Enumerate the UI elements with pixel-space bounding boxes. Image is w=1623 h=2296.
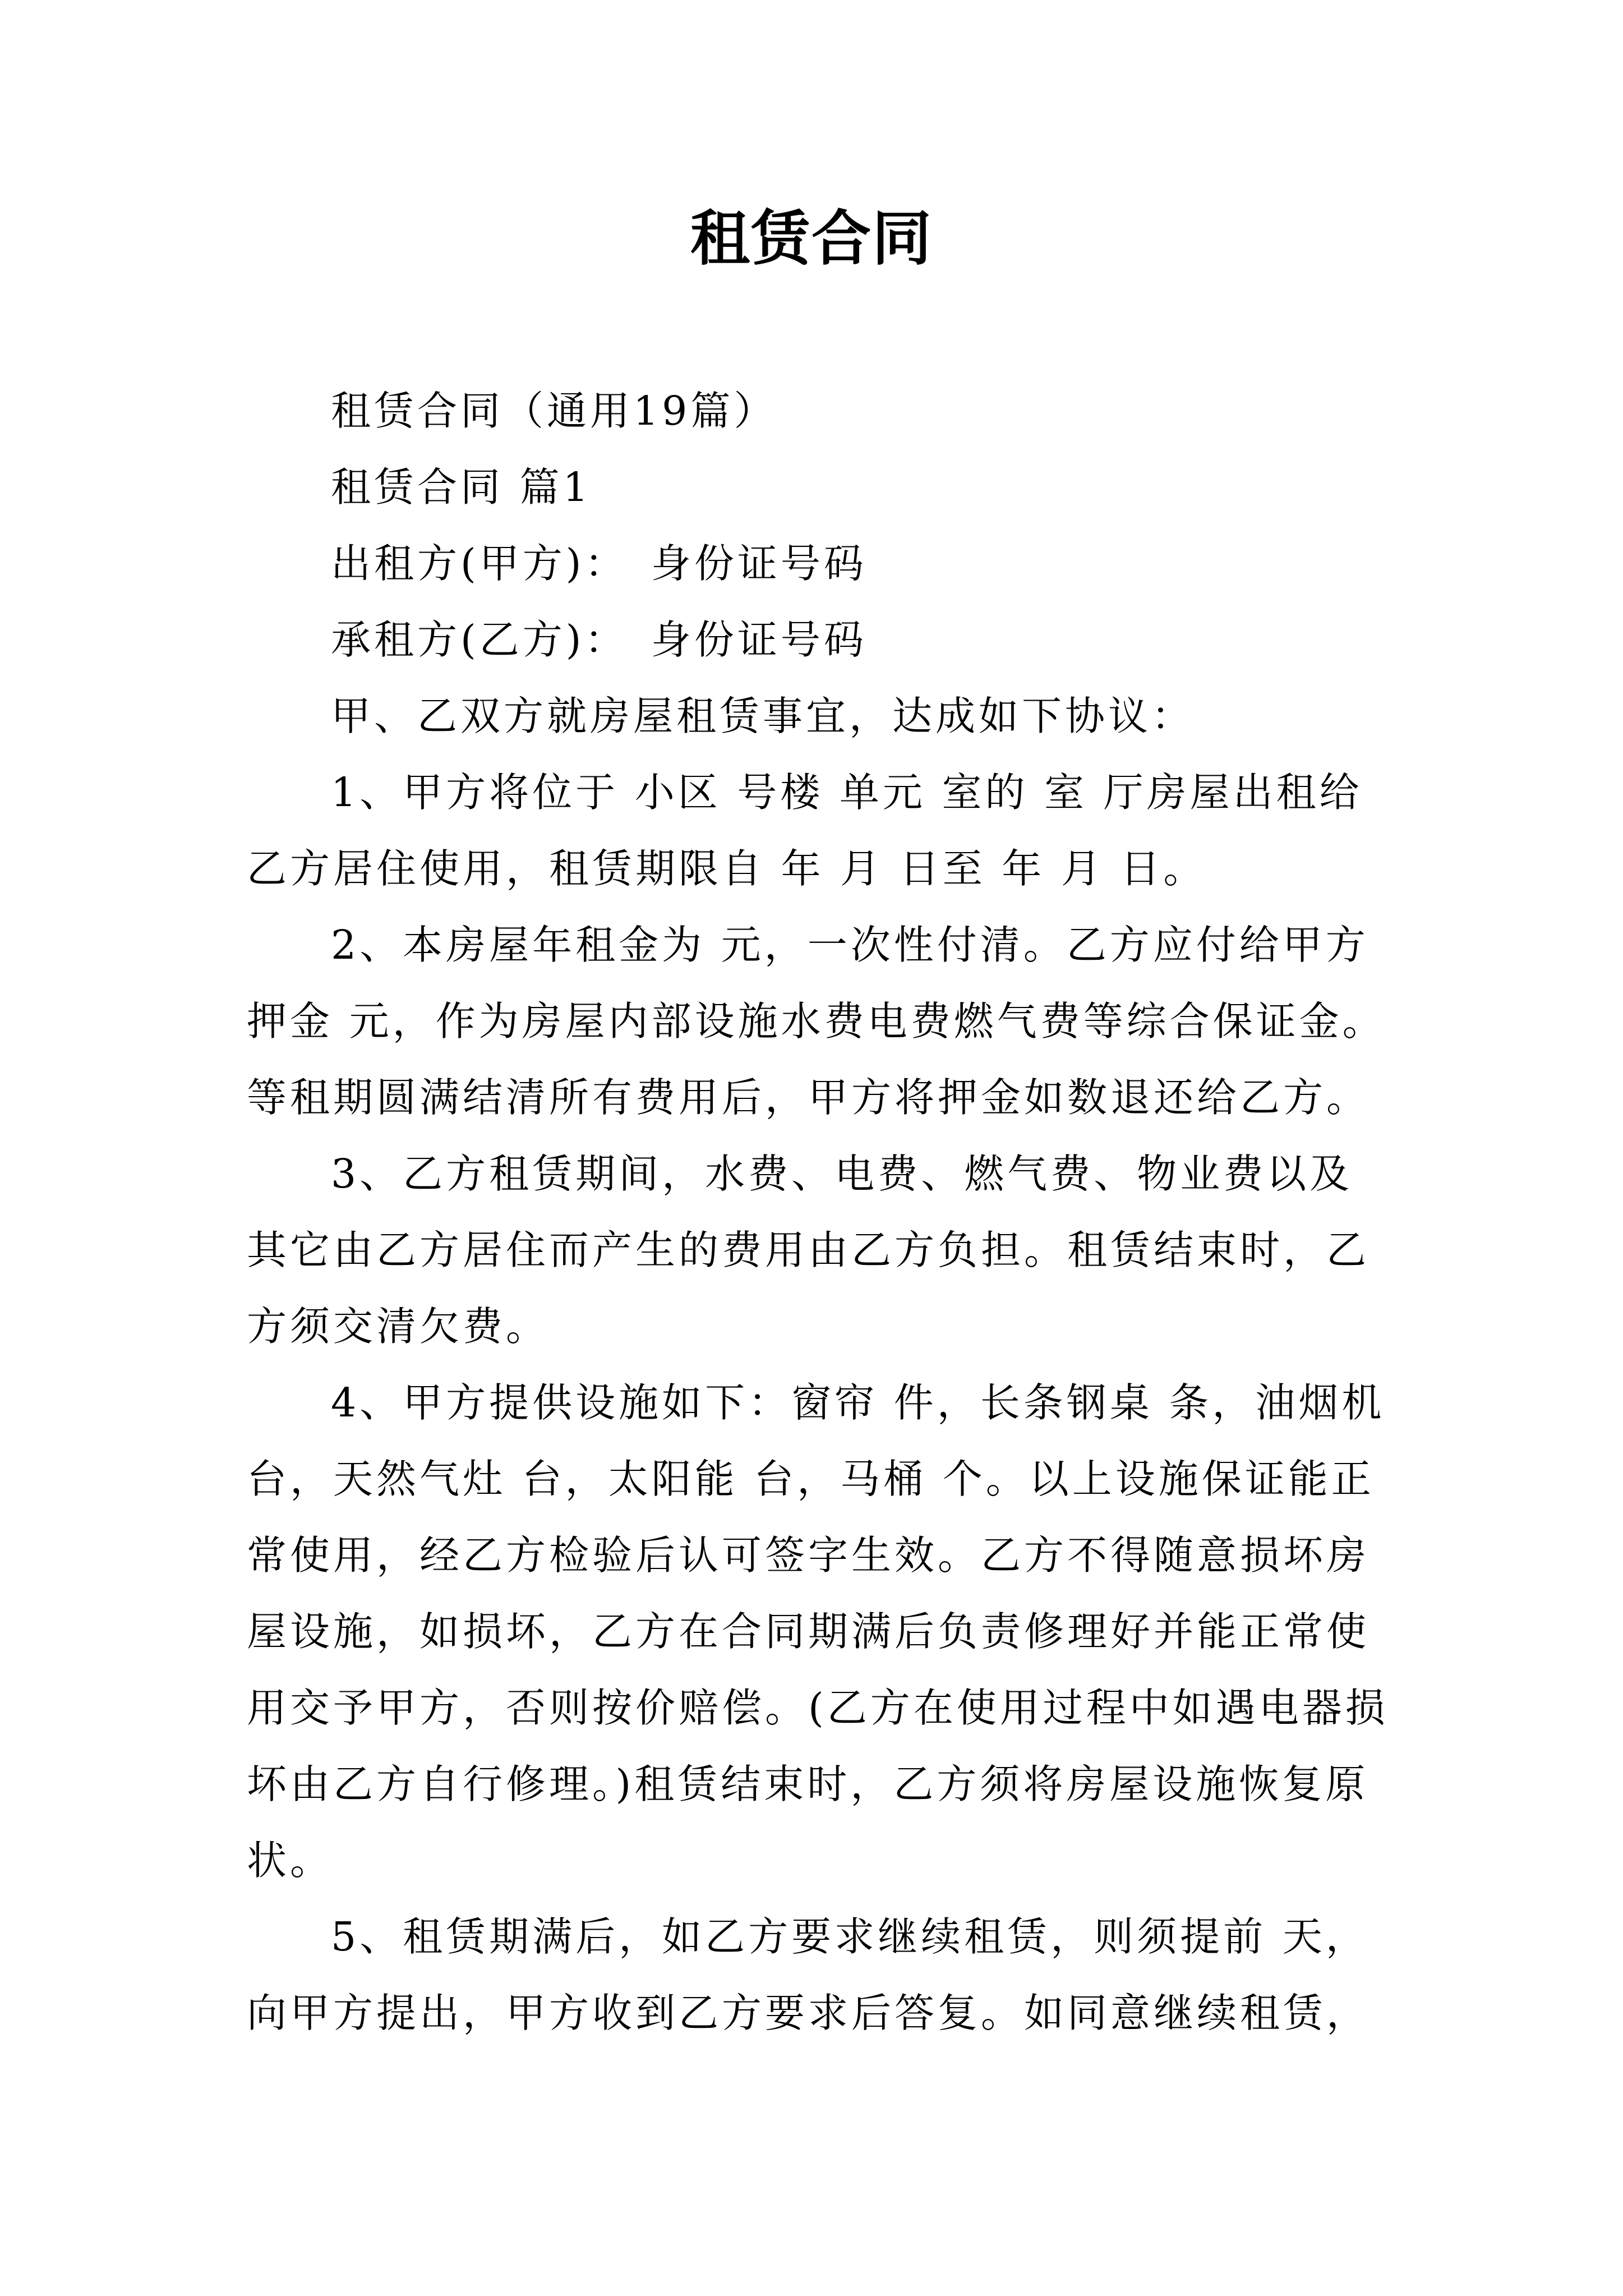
paragraph-clause-4: 4、甲方提供设施如下：窗帘 件，长条钢桌 条，油烟机 台，天然气灶 台，太阳能 台，马桶 个。以上设施保证能正常使用，经乙方检验后认可签字生效。乙方不得随意损坏房屋设施，如损坏，乙方在合同期满后负责修理好并能正常使用交予甲方，否则按价赔偿。(乙方在使用过程中如遇电器损坏由乙方自行修理。)租赁结束时，乙方须将房屋设施恢复原状。 <box>247 1379 1389 1884</box>
paragraph-clause-1: 1、甲方将位于 小区 号楼 单元 室的 室 厅房屋出租给乙方居住使用，租赁期限自 年 月 日至 年 月 日。 <box>247 769 1363 892</box>
paragraph-clause-2: 2、本房屋年租金为 元，一次性付清。乙方应付给甲方押金 元，作为房屋内部设施水费电费燃气费等综合保证金。等租期圆满结清所有费用后，甲方将押金如数退还给乙方。 <box>247 922 1386 1121</box>
paragraph-clause-5: 5、租赁期满后，如乙方要求继续租赁，则须提前 天，向甲方提出，甲方收到乙方要求后答复。如同意继续租赁， <box>247 1913 1370 2036</box>
paragraph-subtitle: 租赁合同（通用19篇） <box>331 388 777 434</box>
document-body <box>247 373 1391 2051</box>
paragraph-clause-3: 3、乙方租赁期间，水费、电费、燃气费、物业费以及其它由乙方居住而产生的费用由乙方负担。租赁结束时，乙方须交清欠费。 <box>247 1151 1370 1350</box>
paragraph-lessor: 出租方(甲方)： 身份证号码 <box>331 540 867 587</box>
document-title: 租赁合同 <box>690 203 933 273</box>
paragraph-lessee: 承租方(乙方)： 身份证号码 <box>331 616 867 663</box>
paragraph-agreement-intro: 甲、乙双方就房屋租赁事宜，达成如下协议： <box>331 693 1195 739</box>
paragraph-section-heading: 租赁合同 篇1 <box>331 464 592 510</box>
